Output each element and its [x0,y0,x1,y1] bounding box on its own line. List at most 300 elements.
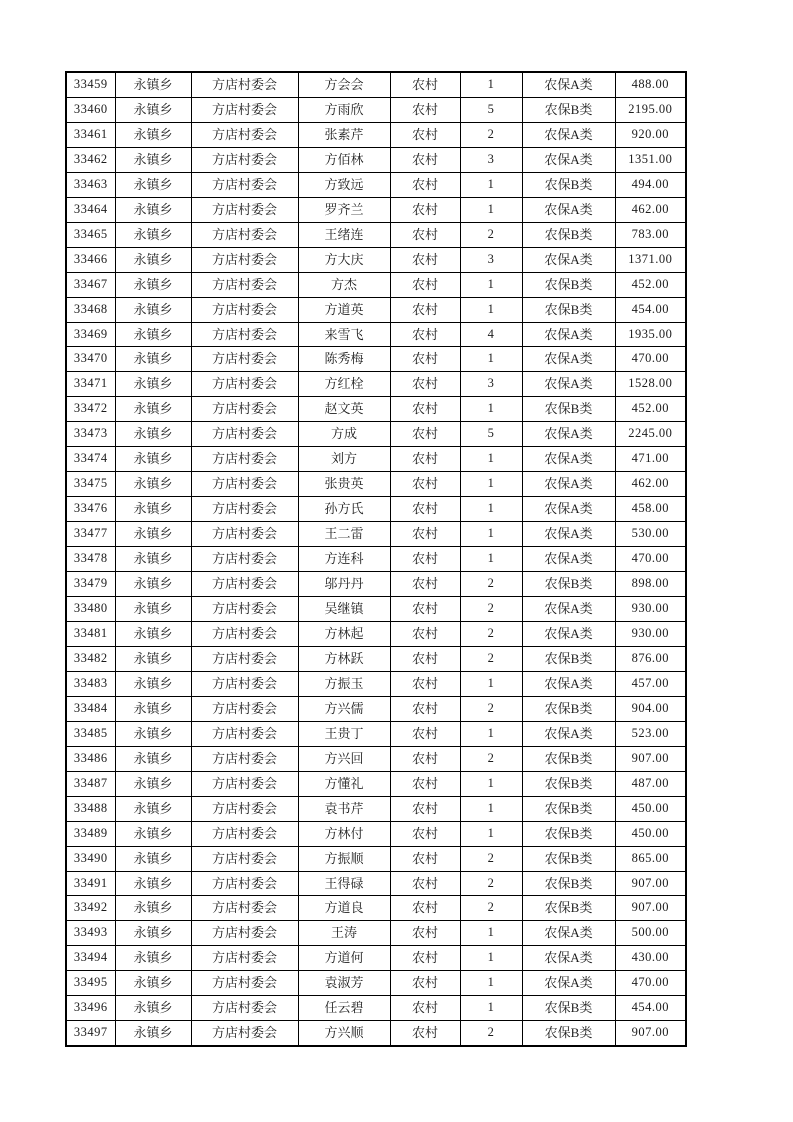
cell-village-committee: 方店村委会 [191,197,298,222]
cell-insurance-category: 农保B类 [522,646,615,671]
table-row [66,197,686,222]
cell-person-name: 方兴顺 [298,1021,390,1046]
cell-residence-type: 农村 [390,397,460,422]
cell-person-name: 吴继镇 [298,597,390,622]
cell-township: 永镇乡 [115,472,191,497]
cell-person-count: 1 [460,397,522,422]
cell-person-name: 张贵英 [298,472,390,497]
cell-township: 永镇乡 [115,297,191,322]
cell-village-committee: 方店村委会 [191,72,298,97]
table-row [66,547,686,572]
cell-person-count: 2 [460,646,522,671]
cell-amount: 876.00 [615,646,686,671]
cell-township: 永镇乡 [115,597,191,622]
cell-township: 永镇乡 [115,322,191,347]
table-row [66,796,686,821]
cell-person-count: 1 [460,821,522,846]
cell-insurance-category: 农保A类 [522,621,615,646]
cell-person-name: 方红栓 [298,372,390,397]
cell-amount: 454.00 [615,996,686,1021]
cell-person-count: 2 [460,621,522,646]
cell-village-committee: 方店村委会 [191,621,298,646]
cell-person-count: 2 [460,597,522,622]
cell-residence-type: 农村 [390,871,460,896]
cell-residence-type: 农村 [390,671,460,696]
cell-village-committee: 方店村委会 [191,572,298,597]
table-row [66,422,686,447]
cell-person-count: 1 [460,946,522,971]
cell-person-name: 方道良 [298,896,390,921]
cell-amount: 488.00 [615,72,686,97]
cell-township: 永镇乡 [115,422,191,447]
cell-person-count: 3 [460,147,522,172]
cell-person-count: 1 [460,272,522,297]
cell-record-id: 33477 [66,522,115,547]
table-row [66,1021,686,1046]
cell-record-id: 33470 [66,347,115,372]
cell-village-committee: 方店村委会 [191,347,298,372]
cell-person-count: 3 [460,372,522,397]
cell-township: 永镇乡 [115,497,191,522]
cell-amount: 920.00 [615,122,686,147]
cell-amount: 494.00 [615,172,686,197]
cell-village-committee: 方店村委会 [191,147,298,172]
benefit-roster-table [65,71,687,1047]
cell-township: 永镇乡 [115,197,191,222]
cell-person-count: 2 [460,846,522,871]
cell-person-name: 方道何 [298,946,390,971]
cell-insurance-category: 农保A类 [522,147,615,172]
cell-amount: 430.00 [615,946,686,971]
table-row [66,147,686,172]
cell-residence-type: 农村 [390,646,460,671]
cell-township: 永镇乡 [115,796,191,821]
table-row [66,597,686,622]
cell-record-id: 33483 [66,671,115,696]
cell-village-committee: 方店村委会 [191,896,298,921]
cell-village-committee: 方店村委会 [191,497,298,522]
cell-residence-type: 农村 [390,721,460,746]
cell-amount: 450.00 [615,796,686,821]
cell-record-id: 33471 [66,372,115,397]
table-row [66,397,686,422]
cell-township: 永镇乡 [115,222,191,247]
cell-person-count: 1 [460,522,522,547]
cell-record-id: 33485 [66,721,115,746]
table-row [66,447,686,472]
cell-record-id: 33481 [66,621,115,646]
cell-amount: 500.00 [615,921,686,946]
cell-amount: 1935.00 [615,322,686,347]
cell-residence-type: 农村 [390,996,460,1021]
cell-village-committee: 方店村委会 [191,671,298,696]
table-row [66,996,686,1021]
cell-residence-type: 农村 [390,572,460,597]
cell-person-name: 王贵丁 [298,721,390,746]
cell-amount: 930.00 [615,597,686,622]
cell-amount: 452.00 [615,397,686,422]
cell-village-committee: 方店村委会 [191,297,298,322]
cell-residence-type: 农村 [390,447,460,472]
table-row [66,821,686,846]
cell-insurance-category: 农保B类 [522,996,615,1021]
cell-person-count: 1 [460,796,522,821]
cell-insurance-category: 农保B类 [522,821,615,846]
cell-record-id: 33475 [66,472,115,497]
cell-person-count: 1 [460,971,522,996]
cell-village-committee: 方店村委会 [191,946,298,971]
cell-person-count: 4 [460,322,522,347]
cell-residence-type: 农村 [390,322,460,347]
cell-village-committee: 方店村委会 [191,746,298,771]
table-row [66,472,686,497]
cell-person-count: 2 [460,1021,522,1046]
cell-residence-type: 农村 [390,222,460,247]
cell-insurance-category: 农保A类 [522,497,615,522]
cell-residence-type: 农村 [390,97,460,122]
cell-residence-type: 农村 [390,497,460,522]
cell-amount: 523.00 [615,721,686,746]
cell-insurance-category: 农保A类 [522,721,615,746]
cell-township: 永镇乡 [115,522,191,547]
table-row [66,72,686,97]
cell-village-committee: 方店村委会 [191,122,298,147]
cell-insurance-category: 农保A类 [522,522,615,547]
cell-insurance-category: 农保B类 [522,871,615,896]
cell-residence-type: 农村 [390,796,460,821]
cell-amount: 907.00 [615,871,686,896]
cell-person-count: 1 [460,447,522,472]
cell-person-count: 2 [460,222,522,247]
cell-person-name: 任云碧 [298,996,390,1021]
cell-person-count: 1 [460,172,522,197]
table-row [66,172,686,197]
cell-insurance-category: 农保B类 [522,272,615,297]
cell-village-committee: 方店村委会 [191,996,298,1021]
cell-township: 永镇乡 [115,147,191,172]
cell-residence-type: 农村 [390,197,460,222]
table-row [66,921,686,946]
cell-residence-type: 农村 [390,472,460,497]
cell-amount: 907.00 [615,746,686,771]
cell-record-id: 33487 [66,771,115,796]
cell-person-name: 刘方 [298,447,390,472]
cell-township: 永镇乡 [115,547,191,572]
cell-person-count: 2 [460,572,522,597]
cell-insurance-category: 农保B类 [522,746,615,771]
cell-insurance-category: 农保B类 [522,771,615,796]
cell-residence-type: 农村 [390,597,460,622]
cell-village-committee: 方店村委会 [191,522,298,547]
cell-residence-type: 农村 [390,72,460,97]
cell-amount: 907.00 [615,1021,686,1046]
cell-person-name: 方懂礼 [298,771,390,796]
cell-residence-type: 农村 [390,621,460,646]
table-row [66,896,686,921]
cell-village-committee: 方店村委会 [191,372,298,397]
cell-village-committee: 方店村委会 [191,721,298,746]
cell-residence-type: 农村 [390,122,460,147]
cell-village-committee: 方店村委会 [191,322,298,347]
cell-person-count: 3 [460,247,522,272]
cell-township: 永镇乡 [115,447,191,472]
cell-person-count: 1 [460,497,522,522]
cell-record-id: 33490 [66,846,115,871]
cell-insurance-category: 农保A类 [522,671,615,696]
cell-person-name: 方成 [298,422,390,447]
cell-record-id: 33482 [66,646,115,671]
cell-person-name: 方雨欣 [298,97,390,122]
cell-insurance-category: 农保B类 [522,846,615,871]
cell-person-count: 5 [460,97,522,122]
cell-township: 永镇乡 [115,721,191,746]
cell-residence-type: 农村 [390,821,460,846]
cell-amount: 470.00 [615,547,686,572]
cell-amount: 865.00 [615,846,686,871]
cell-person-name: 方佰林 [298,147,390,172]
table-row [66,222,686,247]
cell-person-name: 邬丹丹 [298,572,390,597]
cell-person-name: 方杰 [298,272,390,297]
cell-residence-type: 农村 [390,896,460,921]
table-row [66,522,686,547]
cell-township: 永镇乡 [115,921,191,946]
cell-record-id: 33496 [66,996,115,1021]
cell-record-id: 33479 [66,572,115,597]
cell-village-committee: 方店村委会 [191,172,298,197]
cell-insurance-category: 农保A类 [522,547,615,572]
cell-township: 永镇乡 [115,272,191,297]
cell-township: 永镇乡 [115,896,191,921]
cell-residence-type: 农村 [390,946,460,971]
cell-township: 永镇乡 [115,1021,191,1046]
cell-amount: 454.00 [615,297,686,322]
cell-township: 永镇乡 [115,97,191,122]
cell-person-name: 王得碌 [298,871,390,896]
cell-village-committee: 方店村委会 [191,597,298,622]
table-row [66,771,686,796]
cell-person-count: 1 [460,547,522,572]
cell-insurance-category: 农保B类 [522,796,615,821]
cell-township: 永镇乡 [115,572,191,597]
cell-township: 永镇乡 [115,172,191,197]
cell-amount: 462.00 [615,197,686,222]
cell-residence-type: 农村 [390,247,460,272]
cell-village-committee: 方店村委会 [191,696,298,721]
cell-amount: 487.00 [615,771,686,796]
table-row [66,971,686,996]
cell-insurance-category: 农保A类 [522,322,615,347]
cell-township: 永镇乡 [115,621,191,646]
cell-insurance-category: 农保B类 [522,97,615,122]
cell-village-committee: 方店村委会 [191,247,298,272]
cell-person-name: 陈秀梅 [298,347,390,372]
cell-record-id: 33480 [66,597,115,622]
table-row [66,347,686,372]
cell-record-id: 33466 [66,247,115,272]
cell-amount: 1351.00 [615,147,686,172]
cell-insurance-category: 农保A类 [522,921,615,946]
cell-amount: 462.00 [615,472,686,497]
cell-person-count: 2 [460,696,522,721]
cell-township: 永镇乡 [115,746,191,771]
cell-person-name: 袁书芹 [298,796,390,821]
cell-insurance-category: 农保B类 [522,896,615,921]
table-row [66,122,686,147]
cell-person-count: 1 [460,72,522,97]
cell-residence-type: 农村 [390,696,460,721]
cell-village-committee: 方店村委会 [191,397,298,422]
cell-township: 永镇乡 [115,846,191,871]
cell-amount: 783.00 [615,222,686,247]
table-row [66,322,686,347]
cell-residence-type: 农村 [390,347,460,372]
cell-record-id: 33489 [66,821,115,846]
cell-insurance-category: 农保A类 [522,971,615,996]
cell-person-name: 方致远 [298,172,390,197]
cell-person-count: 5 [460,422,522,447]
cell-person-count: 2 [460,746,522,771]
cell-township: 永镇乡 [115,646,191,671]
cell-residence-type: 农村 [390,372,460,397]
cell-record-id: 33486 [66,746,115,771]
cell-village-committee: 方店村委会 [191,222,298,247]
table-row [66,272,686,297]
cell-person-name: 来雪飞 [298,322,390,347]
cell-person-count: 2 [460,896,522,921]
cell-village-committee: 方店村委会 [191,821,298,846]
cell-record-id: 33491 [66,871,115,896]
table-body [66,72,686,1046]
table-row [66,621,686,646]
cell-residence-type: 农村 [390,297,460,322]
cell-person-count: 2 [460,871,522,896]
cell-village-committee: 方店村委会 [191,547,298,572]
cell-insurance-category: 农保B类 [522,696,615,721]
cell-insurance-category: 农保A类 [522,72,615,97]
cell-person-count: 1 [460,347,522,372]
table-row [66,646,686,671]
cell-township: 永镇乡 [115,946,191,971]
cell-village-committee: 方店村委会 [191,422,298,447]
cell-amount: 898.00 [615,572,686,597]
cell-person-count: 1 [460,996,522,1021]
cell-insurance-category: 农保B类 [522,297,615,322]
table-row [66,721,686,746]
cell-person-name: 袁淑芳 [298,971,390,996]
cell-township: 永镇乡 [115,247,191,272]
cell-amount: 1371.00 [615,247,686,272]
cell-insurance-category: 农保B类 [522,1021,615,1046]
cell-residence-type: 农村 [390,1021,460,1046]
cell-residence-type: 农村 [390,522,460,547]
cell-village-committee: 方店村委会 [191,1021,298,1046]
cell-residence-type: 农村 [390,771,460,796]
cell-amount: 907.00 [615,896,686,921]
cell-record-id: 33488 [66,796,115,821]
cell-person-name: 方林付 [298,821,390,846]
cell-residence-type: 农村 [390,272,460,297]
cell-residence-type: 农村 [390,422,460,447]
cell-person-name: 赵文英 [298,397,390,422]
cell-person-count: 2 [460,122,522,147]
cell-amount: 2195.00 [615,97,686,122]
cell-record-id: 33474 [66,447,115,472]
cell-amount: 470.00 [615,347,686,372]
cell-village-committee: 方店村委会 [191,796,298,821]
cell-person-name: 方道英 [298,297,390,322]
cell-record-id: 33476 [66,497,115,522]
cell-person-count: 1 [460,671,522,696]
cell-person-name: 方大庆 [298,247,390,272]
cell-residence-type: 农村 [390,746,460,771]
table-row [66,871,686,896]
cell-insurance-category: 农保B类 [522,572,615,597]
cell-township: 永镇乡 [115,347,191,372]
cell-village-committee: 方店村委会 [191,971,298,996]
cell-township: 永镇乡 [115,397,191,422]
cell-record-id: 33497 [66,1021,115,1046]
cell-person-name: 方振玉 [298,671,390,696]
cell-insurance-category: 农保A类 [522,122,615,147]
cell-person-count: 1 [460,472,522,497]
cell-record-id: 33494 [66,946,115,971]
cell-insurance-category: 农保A类 [522,447,615,472]
cell-person-name: 王涛 [298,921,390,946]
cell-township: 永镇乡 [115,372,191,397]
cell-township: 永镇乡 [115,871,191,896]
cell-insurance-category: 农保A类 [522,422,615,447]
cell-insurance-category: 农保A类 [522,247,615,272]
cell-residence-type: 农村 [390,147,460,172]
cell-township: 永镇乡 [115,996,191,1021]
cell-insurance-category: 农保A类 [522,347,615,372]
cell-village-committee: 方店村委会 [191,272,298,297]
cell-amount: 530.00 [615,522,686,547]
cell-amount: 471.00 [615,447,686,472]
cell-amount: 450.00 [615,821,686,846]
cell-record-id: 33465 [66,222,115,247]
cell-record-id: 33464 [66,197,115,222]
table-row [66,946,686,971]
cell-record-id: 33478 [66,547,115,572]
cell-village-committee: 方店村委会 [191,646,298,671]
cell-insurance-category: 农保B类 [522,397,615,422]
cell-residence-type: 农村 [390,547,460,572]
table-row [66,846,686,871]
cell-residence-type: 农村 [390,846,460,871]
cell-record-id: 33463 [66,172,115,197]
cell-person-name: 方兴回 [298,746,390,771]
cell-residence-type: 农村 [390,172,460,197]
table-row [66,497,686,522]
cell-person-name: 方振顺 [298,846,390,871]
cell-record-id: 33460 [66,97,115,122]
cell-insurance-category: 农保B类 [522,222,615,247]
cell-amount: 470.00 [615,971,686,996]
cell-township: 永镇乡 [115,771,191,796]
cell-residence-type: 农村 [390,971,460,996]
cell-record-id: 33472 [66,397,115,422]
cell-village-committee: 方店村委会 [191,846,298,871]
cell-person-count: 1 [460,197,522,222]
cell-township: 永镇乡 [115,72,191,97]
cell-village-committee: 方店村委会 [191,771,298,796]
cell-amount: 904.00 [615,696,686,721]
cell-record-id: 33467 [66,272,115,297]
cell-person-name: 王绪连 [298,222,390,247]
cell-village-committee: 方店村委会 [191,871,298,896]
